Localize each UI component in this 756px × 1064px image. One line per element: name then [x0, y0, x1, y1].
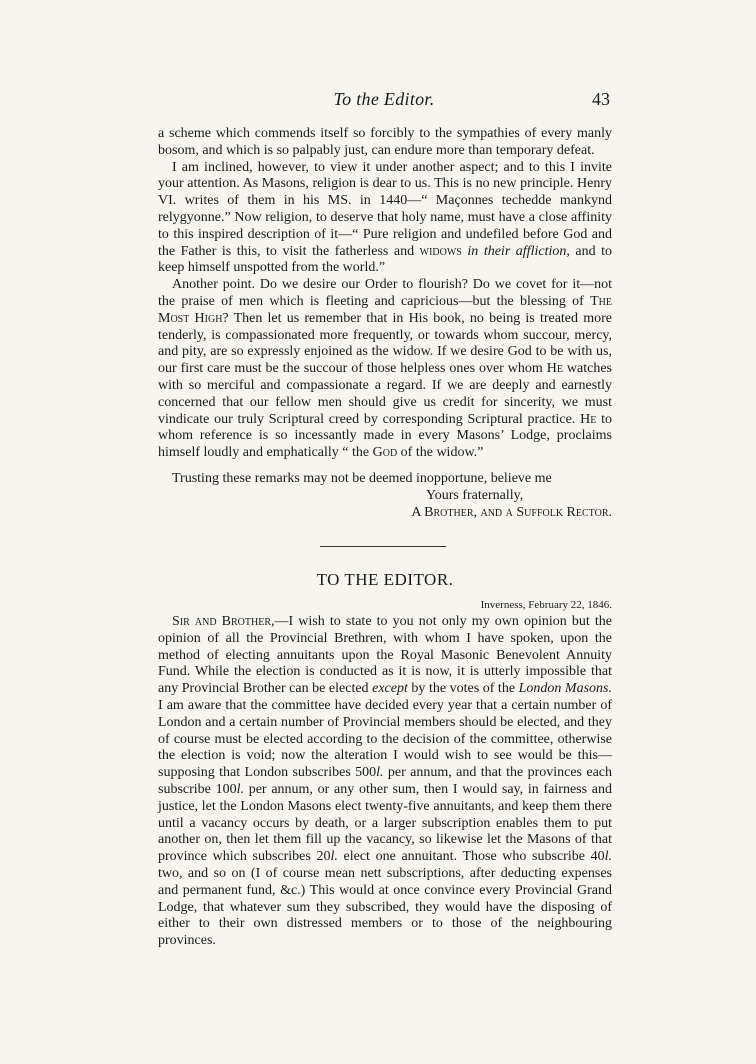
religion-text-b: and to keep himself unspotted from the world.” — [158, 243, 613, 276]
london-masons-italic: London Masons. — [518, 681, 612, 697]
most-high-small-caps: The Most High — [158, 293, 612, 326]
annuity-paragraph — [158, 614, 612, 950]
widows-small-caps: widows — [419, 243, 462, 259]
god-small-caps: God — [372, 445, 398, 461]
dateline: Inverness, February 22, 1846. — [480, 599, 612, 611]
letter-two-body — [158, 614, 612, 950]
continuation-paragraph: a scheme which commends itself so forcibly to the sympathies of every manly bosom, and which is so palpably just, can endure more than temporary defeat. — [158, 126, 612, 158]
religion-paragraph — [158, 160, 612, 278]
order-text-a: Another point. Do we desire our Order to flourish? Do we covet for it—not the praise of men which is fleeting and capricious—but the blessing of — [158, 277, 612, 309]
annuity-text-b: by the votes of the — [407, 681, 519, 697]
religion-text-a: I am inclined, however, to view it under another aspect; and to this I invite your attention. As Masons, religion is dear to us. This is no new principle. Henry VI. writes of them in his MS. in 1440—“ Maçonnes techedde mankynd relygyonne.” Now religion, to deserve that holy name, must have a close affinity to this inspired description of it—“ Pure religion and undefiled before God and the Father is this, to visit the fatherless and — [158, 159, 612, 259]
pound-sign-1: l. — [376, 765, 384, 781]
signature: A Brother, and a Suffolk Rector. — [411, 505, 612, 520]
order-paragraph — [158, 277, 612, 462]
order-text-b: ? Then let us remember that in His book, no being is treated more tenderly, is compassionated more frequently, or towards whom succour, mercy, and pity, are so expressly enjoined as the widow. If we desire God to be with us, our first care must be the succour of those helpless ones over whom — [158, 310, 612, 377]
running-head — [158, 88, 610, 110]
pound-sign-4: l. — [604, 849, 612, 865]
order-text-d: to whom reference is so incessantly made in every Masons’ Lodge, proclaims himself loudly and emphatically “ the — [158, 411, 612, 461]
annuity-text-d: per annum, and that the provinces each subscribe 100 — [158, 765, 613, 797]
pound-sign-3: l. — [330, 849, 338, 865]
he-small-caps-1: He — [546, 361, 563, 377]
except-italic: except — [372, 681, 408, 697]
running-title: To the Editor. — [333, 89, 435, 109]
annuity-text-a: —I wish to state to you not only my own opinion but the opinion of all the Provincial Brethren, with whom I have spoken, upon the method of electing annuitants upon the Royal Masonic Benevolent Annuity Fund. While the election is conducted as it is now, it is utterly impossible that any Provincial Brother can be elected — [158, 614, 612, 697]
closing-trusting: Trusting these remarks may not be deemed inopportune, believe me — [172, 471, 552, 486]
affliction-italic: in their affliction, — [467, 243, 570, 259]
annuity-text-e: per annum, or any other sum, then I would say, in fairness and justice, let the London Masons elect twenty-five annuitants, and keep them there until a vacancy occurs by death, or a larger subscription enables them to put another on, then let them fill up the vacancy, so likewise let the Masons of that province which subscribes 20 — [158, 781, 612, 865]
salutation: Sir and Brother, — [172, 614, 275, 629]
annuity-text-g: two, and so on (I of course mean nett subscriptions, after deducting expenses and permanent fund, &c.) This would at once convince every Provincial Grand Lodge, that whatever sum they subscribed, they would have the disposing of either to their own distressed members or to those of the neighbouring provinces. — [158, 865, 612, 949]
order-text-e: of the widow.” — [397, 445, 484, 461]
letter-one-closing — [158, 470, 612, 521]
annuity-text-f: elect one annuitant. Those who subscribe 40 — [337, 849, 605, 865]
page-number: 43 — [592, 89, 610, 109]
annuity-text-c: I am aware that the committee have decided every year that a certain number of London and a certain number of Provincial members should be elected, and they of course must be elected according to the decision of the committee, otherwise the election is void; now the alteration I would wish to see would be this—supposing that London subscribes 500 — [158, 697, 612, 781]
section-title: TO THE EDITOR. — [316, 570, 454, 589]
he-small-caps-2: He — [580, 411, 597, 427]
closing-yours: Yours fraternally, — [426, 488, 524, 503]
order-text-c: watches with so merciful and compassionate a regard. If we are deeply and earnestly concerned that our fellow men should give us credit for sincerity, we must vindicate our truly Scriptural creed by corresponding Scriptural practice. — [158, 361, 612, 427]
letter-one-body — [158, 126, 612, 462]
section-divider — [320, 546, 446, 547]
pound-sign-2: l. — [236, 781, 244, 797]
